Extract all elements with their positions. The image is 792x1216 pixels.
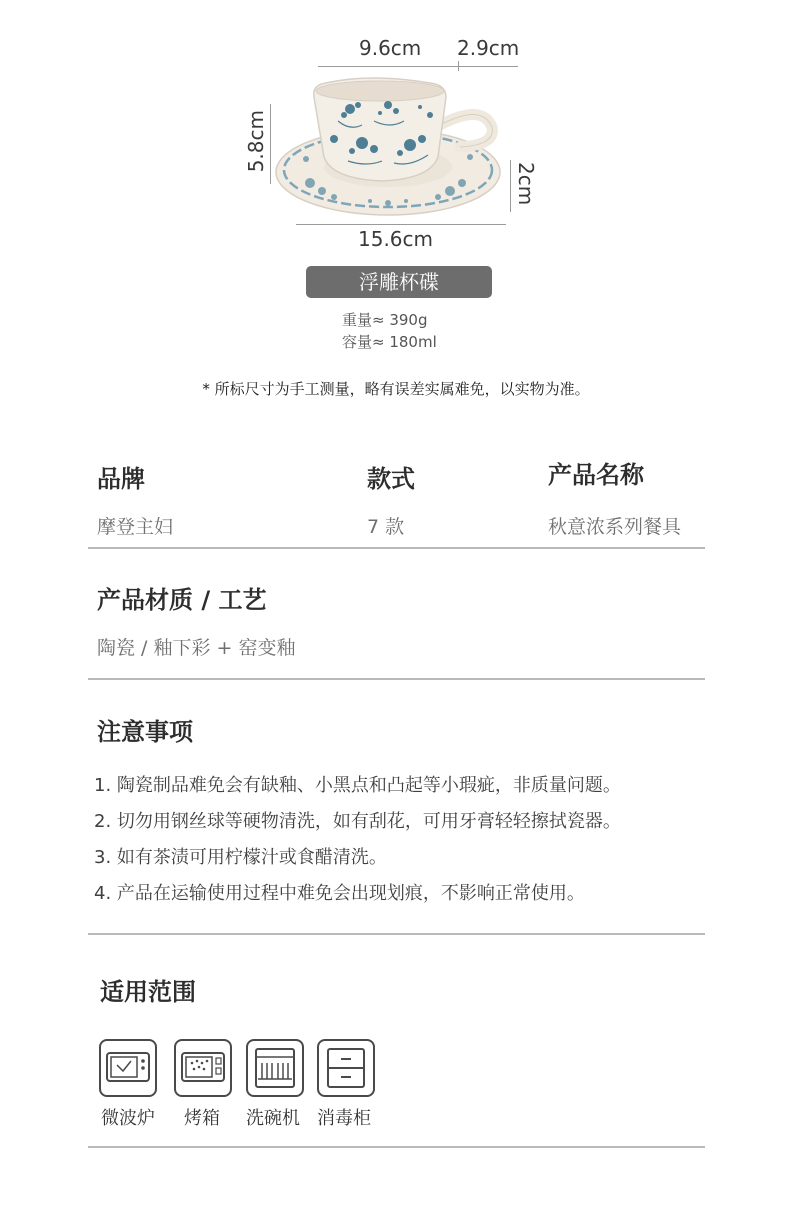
capacity-spec: 容量≈ 180ml (342, 333, 437, 351)
saucer-height-label: 2cm (514, 162, 538, 206)
product-illustration (0, 0, 792, 260)
caution-item: 2. 切勿用钢丝球等硬物清洗，如有刮花，可用牙膏轻轻擦拭瓷器。 (94, 811, 621, 832)
divider (88, 547, 705, 549)
usage-heading: 适用范围 (100, 978, 196, 1006)
microwave-label: 微波炉 (101, 1108, 155, 1129)
caution-item: 4. 产品在运输使用过程中难免会出现划痕，不影响正常使用。 (94, 883, 585, 904)
cautions-heading: 注意事项 (97, 718, 193, 746)
divider (88, 1146, 705, 1148)
divider (88, 678, 705, 680)
saucer-height-line (510, 160, 511, 212)
brand-value: 摩登主妇 (97, 516, 174, 538)
microwave-icon (99, 1039, 157, 1097)
style-value: 7 款 (367, 516, 405, 538)
sterilizer-cabinet-label: 消毒柜 (317, 1108, 371, 1129)
weight-spec: 重量≈ 390g (342, 311, 428, 329)
material-heading: 产品材质 / 工艺 (97, 586, 267, 614)
product-name-value: 秋意浓系列餐具 (548, 516, 682, 538)
cup-width-line (318, 66, 518, 67)
measurement-note: * 所标尺寸为手工测量，略有误差实属难免，以实物为准。 (202, 380, 590, 398)
sterilizer-cabinet-icon (317, 1039, 375, 1097)
product-name-heading: 产品名称 (548, 461, 644, 489)
handle-width-label: 2.9cm (457, 36, 520, 60)
cup-height-label: 5.8cm (244, 110, 268, 173)
dishwasher-label: 洗碗机 (246, 1108, 300, 1129)
cup-width-label: 9.6cm (359, 36, 422, 60)
product-tag: 浮雕杯碟 (306, 266, 492, 298)
oven-label: 烤箱 (184, 1108, 220, 1129)
style-heading: 款式 (367, 465, 415, 493)
dishwasher-icon (246, 1039, 304, 1097)
material-value: 陶瓷 / 釉下彩 + 窑变釉 (97, 637, 296, 659)
oven-icon (174, 1039, 232, 1097)
saucer-diameter-label: 15.6cm (358, 227, 434, 251)
divider (88, 933, 705, 935)
caution-item: 1. 陶瓷制品难免会有缺釉、小黑点和凸起等小瑕疵，非质量问题。 (94, 775, 621, 796)
tick (458, 61, 459, 71)
caution-item: 3. 如有茶渍可用柠檬汁或食醋清洗。 (94, 847, 387, 868)
cup-and-saucer-image (270, 75, 510, 225)
brand-heading: 品牌 (97, 465, 145, 493)
